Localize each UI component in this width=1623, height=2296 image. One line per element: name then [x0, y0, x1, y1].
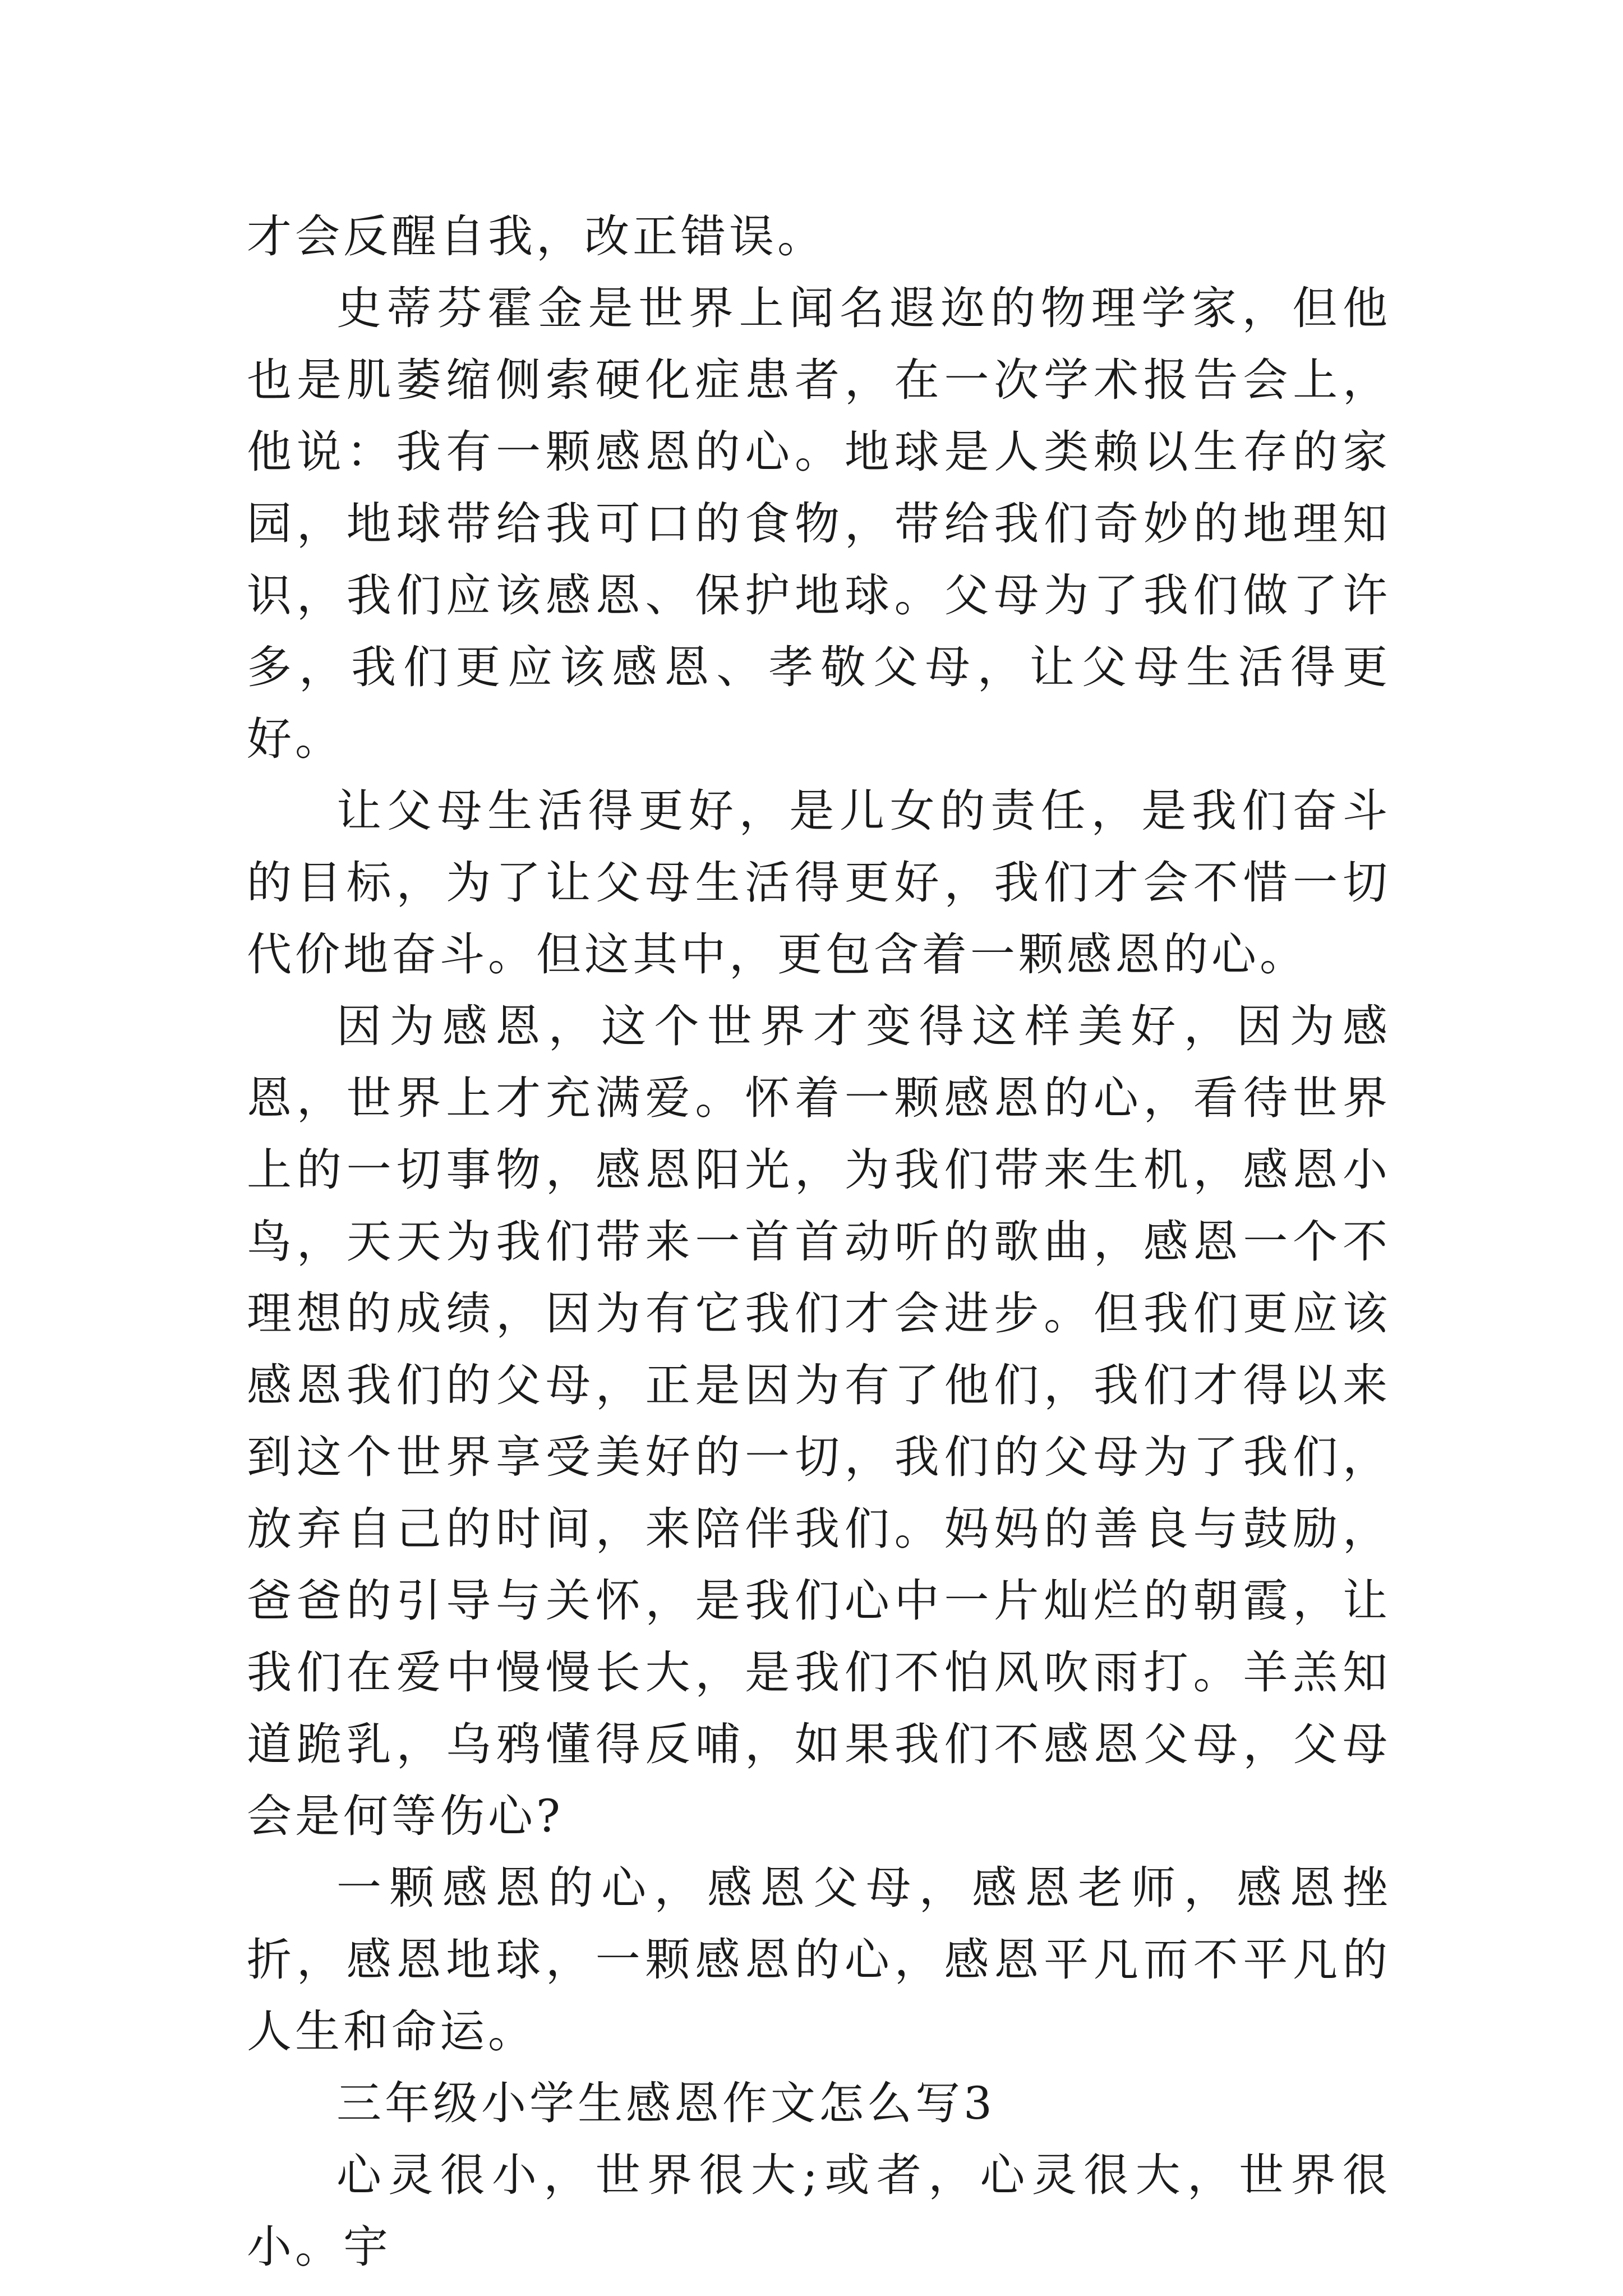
section-heading: 三年级小学生感恩作文怎么写3 — [336, 2077, 995, 2129]
paragraph-parents-better-life: 让父母生活得更好，是儿女的责任，是我们奋斗的目标，为了让父母生活得更好，我们才会不惜一切代价地奋斗。但这其中，更包含着一颗感恩的心。 — [247, 785, 1391, 981]
document-body — [247, 201, 1391, 2283]
paragraph-continuation: 才会反醒自我，改正错误。 — [247, 210, 826, 263]
paragraph-because-gratitude: 因为感恩，这个世界才变得这样美好，因为感恩，世界上才充满爱。怀着一颗感恩的心，看待世界上的一切事物，感恩阳光，为我们带来生机，感恩小鸟，天天为我们带来一首首动听的歌曲，感恩一个不理想的成绩，因为有它我们才会进步。但我们更应该感恩我们的父母，正是因为有了他们，我们才得以来到这个世界享受美好的一切，我们的父母为了我们，放弃自己的时间，来陪伴我们。妈妈的善良与鼓励，爸爸的引导与关怀，是我们心中一片灿烂的朝霞，让我们在爱中慢慢长大，是我们不怕风吹雨打。羊羔知道跪乳，乌鸦懂得反哺，如果我们不感恩父母，父母会是何等伤心? — [247, 1000, 1391, 1842]
paragraph-grateful-heart: 一颗感恩的心，感恩父母，感恩老师，感恩挫折，感恩地球，一颗感恩的心，感恩平凡而不平凡的人生和命运。 — [247, 1862, 1391, 2058]
paragraph-heart-world: 心灵很小，世界很大;或者，心灵很大，世界很小。宇 — [247, 2149, 1391, 2273]
paragraph-hawking: 史蒂芬霍金是世界上闻名遐迩的物理学家，但他也是肌萎缩侧索硬化症患者，在一次学术报告会上，他说：我有一颗感恩的心。地球是人类赖以生存的家园，地球带给我可口的食物，带给我们奇妙的地理知识，我们应该感恩、保护地球。父母为了我们做了许多，我们更应该感恩、孝敬父母，让父母生活得更好。 — [247, 282, 1391, 765]
